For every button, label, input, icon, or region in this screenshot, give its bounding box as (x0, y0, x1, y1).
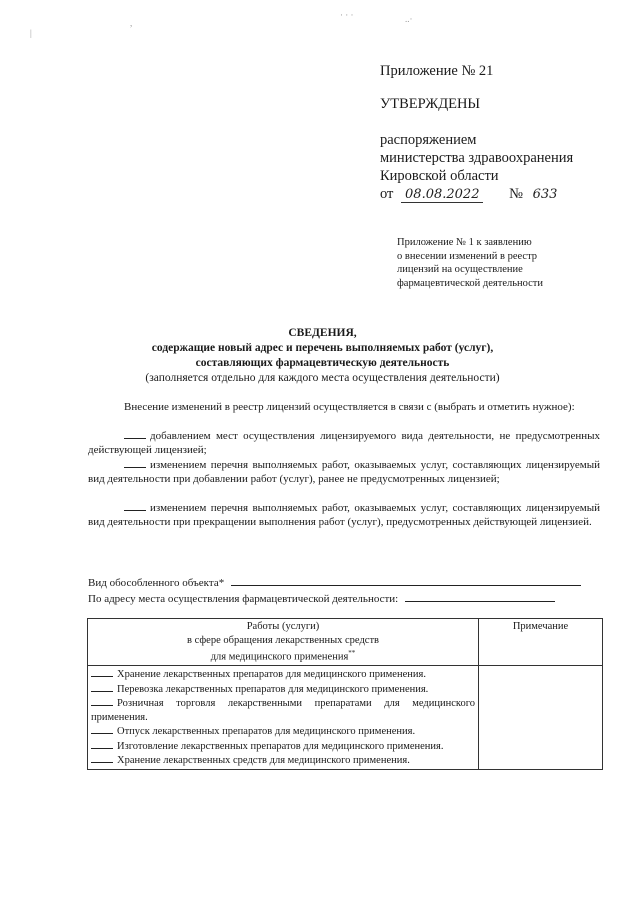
works-list-cell (88, 666, 479, 770)
table-row (88, 666, 603, 770)
option-checkbox-blank[interactable] (124, 458, 146, 468)
order-line: распоряжением (380, 132, 477, 148)
table-header-row (88, 619, 603, 666)
work-item-text: Отпуск лекарственных препаратов для медицинского применения. (117, 726, 416, 737)
doc-title-line: содержащие новый адрес и перечень выполняемых работ (услуг), (151, 342, 494, 354)
works-header-line (91, 647, 475, 664)
note-cell[interactable] (479, 666, 603, 770)
sub-header-line: фармацевтической деятельности (397, 277, 544, 289)
work-item[interactable] (91, 667, 475, 682)
order-line: Кировской области (380, 168, 499, 184)
works-header-line: в сфере обращения лекарственных средств (186, 634, 380, 646)
option-text: изменением перечня выполняемых работ, оказываемых услуг, составляющих лицензируемый вид деятельности при прекращении выполнения работ (услуг), предусмотренных действующей лицензией. (88, 502, 600, 528)
work-item-text: Розничная торговля лекарственными препаратами для медицинского применения. (91, 698, 475, 723)
option-item[interactable] (88, 429, 600, 457)
doc-title: СВЕДЕНИЯ, (288, 327, 357, 339)
sub-header-line: Приложение № 1 к заявлению (397, 237, 532, 248)
scan-speck: · · · (340, 10, 354, 20)
address-input-line[interactable] (405, 591, 555, 602)
work-checkbox-blank[interactable] (91, 682, 113, 692)
object-type-field (88, 575, 581, 590)
intro-text: Внесение изменений в реестр лицензий осуществляется в связи с (выбрать и отметить нужное): (124, 401, 575, 413)
option-checkbox-blank[interactable] (124, 429, 146, 439)
work-checkbox-blank[interactable] (91, 724, 113, 734)
works-header-text: для медицинского применения (210, 651, 349, 663)
handwritten-number: 633 (532, 187, 558, 202)
option-text: изменением перечня выполняемых работ, оказываемых услуг, составляющих лицензируемый вид деятельности при добавлении работ (услуг), ранее не предусмотренных лицензией; (88, 459, 600, 485)
object-type-input-line[interactable] (231, 575, 581, 586)
sub-header-line: лицензий на осуществление (397, 264, 523, 275)
works-column-header (88, 619, 479, 666)
doc-title-note: (заполняется отдельно для каждого места осуществления деятельности) (145, 372, 500, 384)
appendix-number: Приложение № 21 (380, 63, 494, 79)
option-checkbox-blank[interactable] (124, 501, 146, 511)
intro-paragraph (88, 400, 600, 414)
work-item[interactable] (91, 724, 475, 739)
work-item[interactable] (91, 739, 475, 754)
work-item[interactable] (91, 696, 475, 724)
work-checkbox-blank[interactable] (91, 753, 113, 763)
option-item[interactable] (88, 501, 600, 529)
work-item-text: Изготовление лекарственных препаратов для медицинского применения. (117, 740, 444, 752)
scan-speck: | (30, 28, 32, 38)
address-label: По адресу места осуществления фармацевтической деятельности: (88, 593, 399, 605)
scan-speck: , (130, 18, 133, 28)
option-text: добавлением мест осуществления лицензируемого вида деятельности, не предусмотренных действующей лицензией; (88, 430, 600, 456)
scan-speck: ..· (405, 14, 413, 24)
sub-header-line: о внесении изменений в реестр (397, 250, 538, 262)
works-table (87, 618, 603, 770)
work-checkbox-blank[interactable] (91, 739, 113, 749)
note-column-header: Примечание (479, 619, 603, 666)
work-item-text: Хранение лекарственных препаратов для медицинского применения. (117, 669, 426, 680)
footnote-mark: ** (348, 649, 356, 657)
doc-title-line: составляющих фармацевтическую деятельность (195, 357, 450, 369)
sub-header (397, 236, 597, 290)
work-checkbox-blank[interactable] (91, 667, 113, 677)
approved-label: УТВЕРЖДЕНЫ (380, 96, 481, 112)
address-field (88, 591, 555, 606)
works-header-line: Работы (услуги) (246, 621, 320, 632)
work-item[interactable] (91, 682, 475, 697)
number-label: № (509, 186, 523, 202)
work-item-text: Хранение лекарственных средств для медицинского применения. (117, 755, 410, 766)
order-date-line (380, 185, 557, 204)
work-item-text: Перевозка лекарственных препаратов для медицинского применения. (117, 683, 429, 695)
handwritten-date: 08.08.2022 (401, 187, 483, 203)
order-line: министерства здравоохранения (380, 150, 574, 166)
work-item[interactable] (91, 753, 475, 768)
option-item[interactable] (88, 458, 600, 486)
work-checkbox-blank[interactable] (91, 696, 113, 706)
from-label: от (380, 186, 394, 202)
object-type-label: Вид обособленного объекта* (88, 577, 225, 589)
